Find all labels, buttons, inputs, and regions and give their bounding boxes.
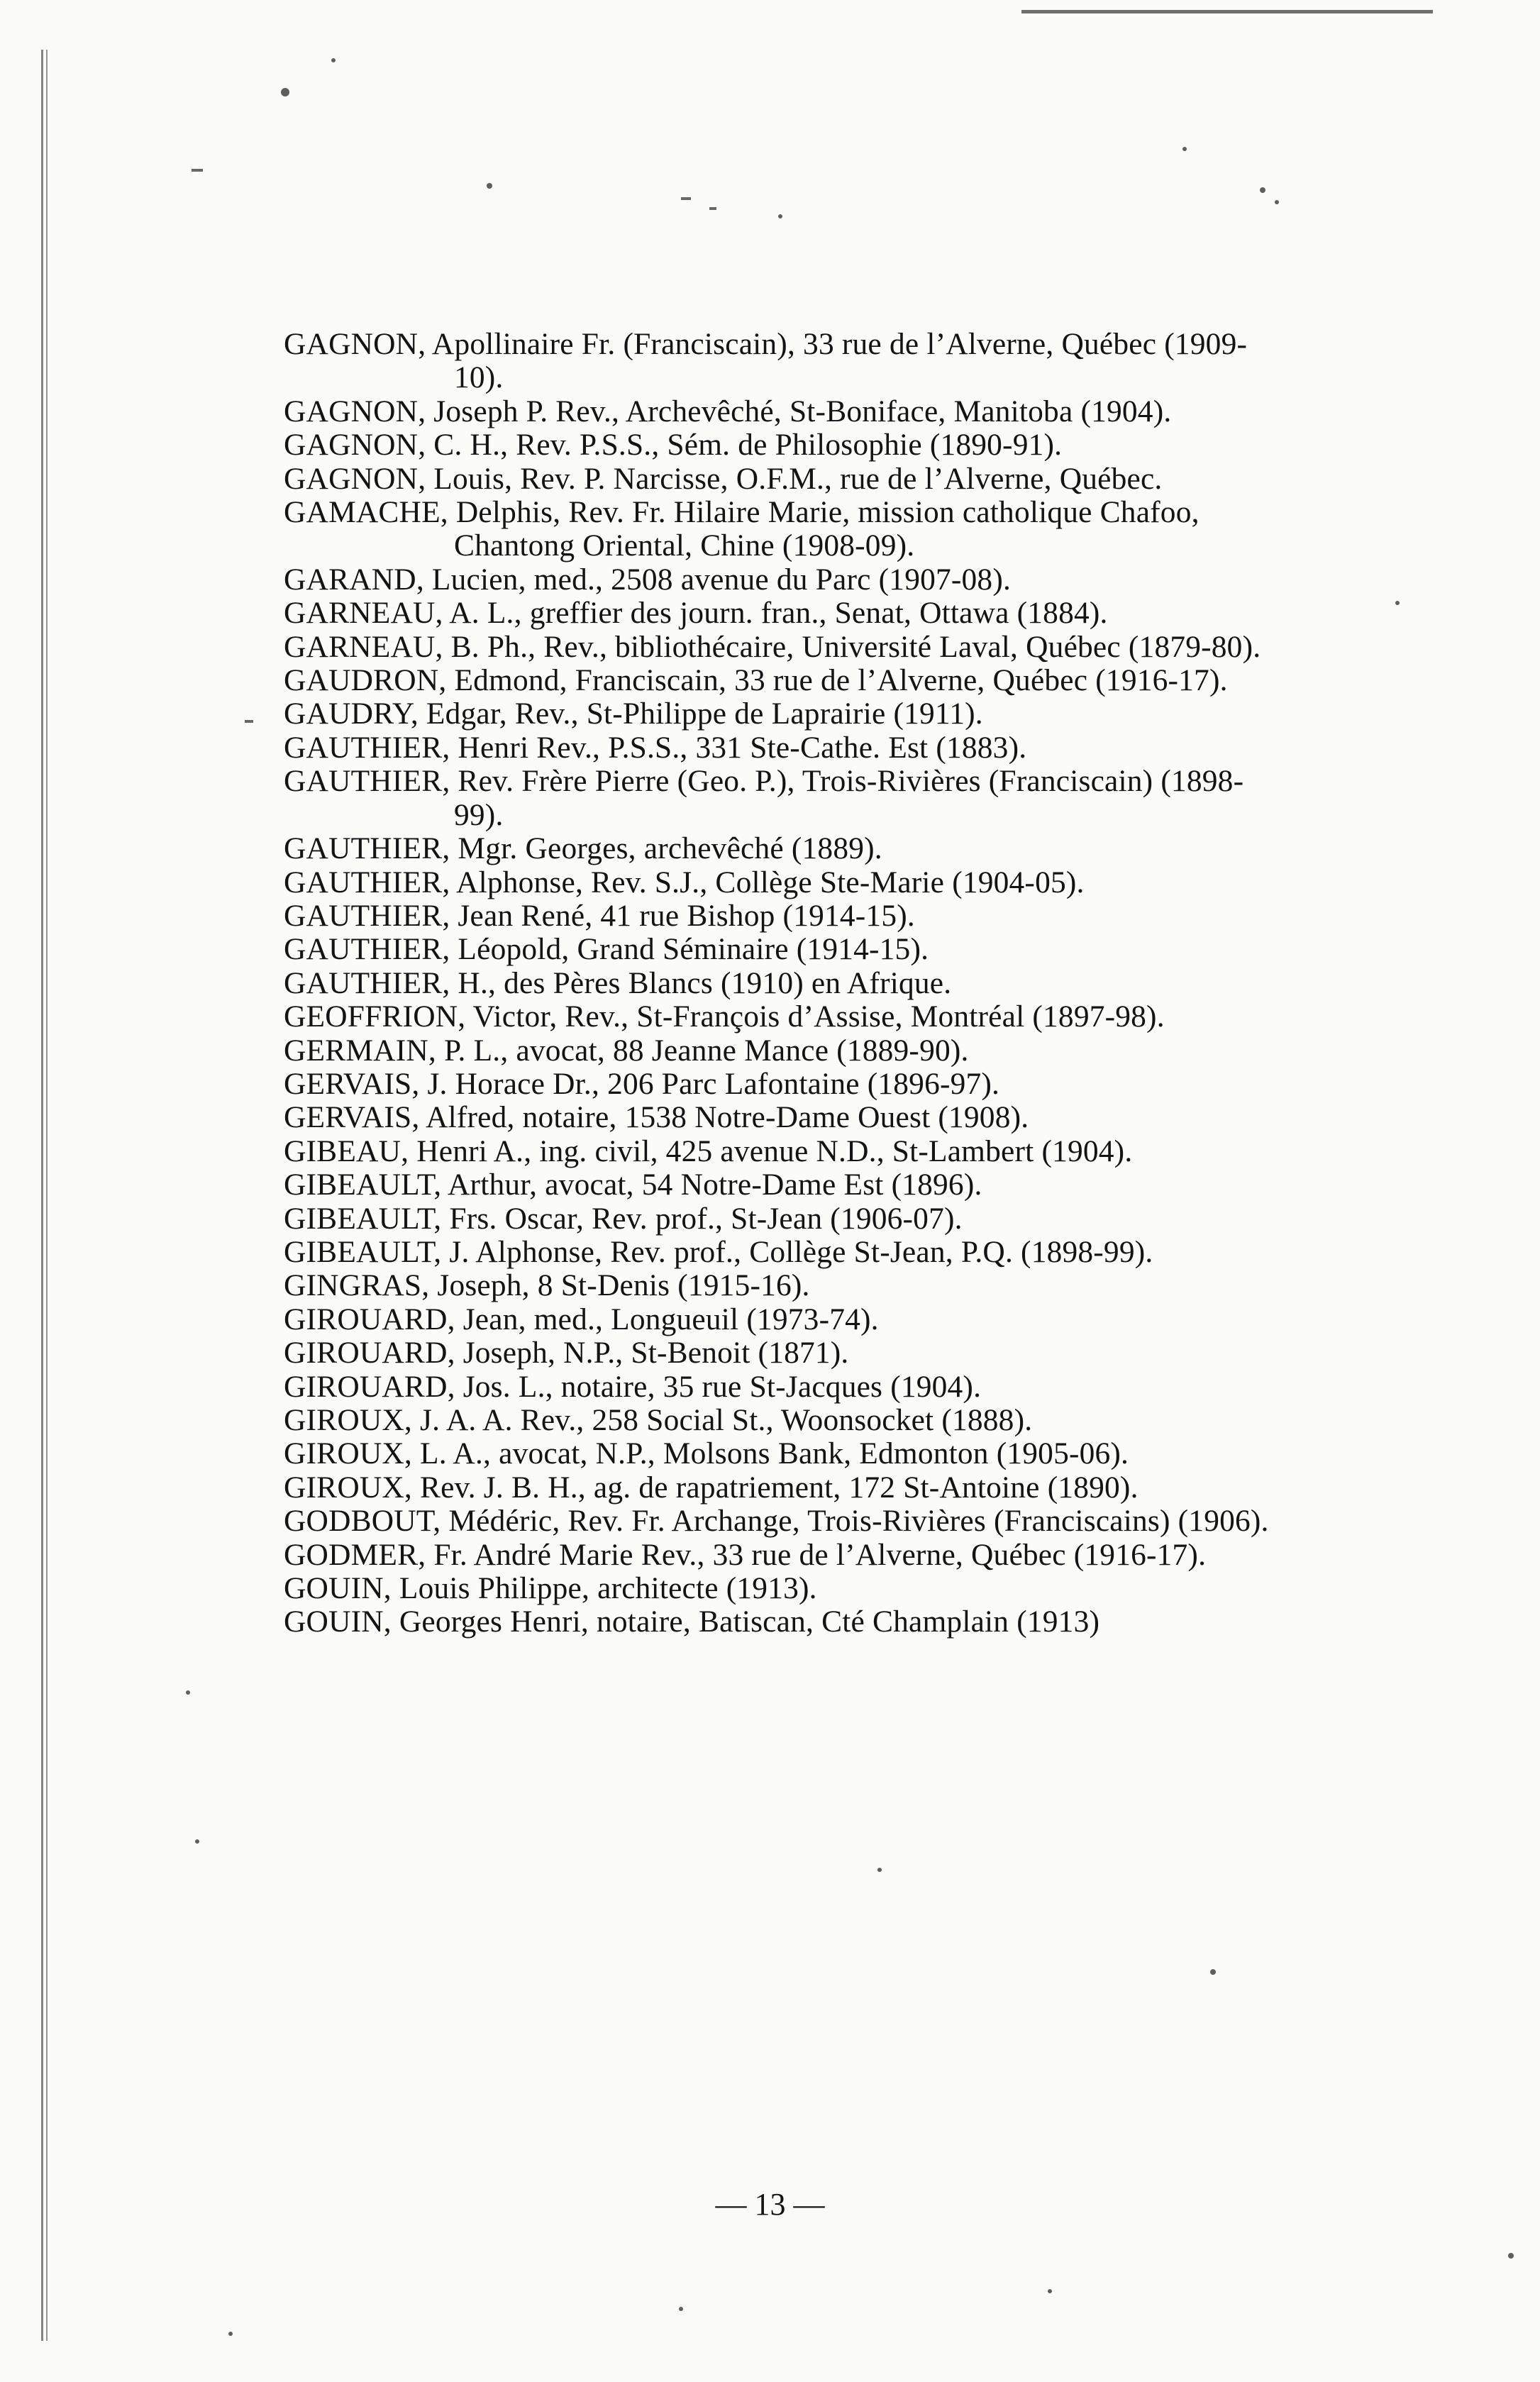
directory-entry: GIROUX, Rev. J. B. H., ag. de rapatriement, 172 St-Antoine (1890). xyxy=(284,1470,1139,1505)
directory-entry: GIROUX, J. A. A. Rev., 258 Social St., Woonsocket (1888). xyxy=(284,1403,1033,1437)
directory-entry: GAUDRY, Edgar, Rev., St-Philippe de Laprairie (1911). xyxy=(284,697,983,731)
directory-entry: GIROUX, L. A., avocat, N.P., Molsons Bank, Edmonton (1905-06). xyxy=(284,1436,1129,1471)
directory-entry: GERVAIS, Alfred, notaire, 1538 Notre-Dame Ouest (1908). xyxy=(284,1100,1029,1135)
directory-entry: GAUTHIER, Rev. Frère Pierre (Geo. P.), Trois-Rivières (Franciscain) (1898-99). xyxy=(284,764,1244,832)
page-number: — 13 — xyxy=(715,2187,825,2222)
directory-entry: GIBEAULT, Frs. Oscar, Rev. prof., St-Jean (1906-07). xyxy=(284,1201,963,1236)
directory-entry: GAUTHIER, Henri Rev., P.S.S., 331 Ste-Cathe. Est (1883). xyxy=(284,730,1027,765)
directory-entry: GAUTHIER, Jean René, 41 rue Bishop (1914-15). xyxy=(284,898,915,933)
directory-entry: GOUIN, Georges Henri, notaire, Batiscan, Cté Champlain (1913) xyxy=(284,1605,1100,1639)
scan-top-rule xyxy=(1021,10,1433,13)
directory-entry: GIROUARD, Joseph, N.P., St-Benoit (1871). xyxy=(284,1336,849,1370)
directory-entry: GEOFFRION, Victor, Rev., St-François d’Assise, Montréal (1897-98). xyxy=(284,999,1165,1034)
directory-entry: GAUDRON, Edmond, Franciscain, 33 rue de l’Alverne, Québec (1916-17). xyxy=(284,663,1228,698)
directory-entry: GAUTHIER, Mgr. Georges, archevêché (1889). xyxy=(284,831,882,866)
directory-entry: GIBEAU, Henri A., ing. civil, 425 avenue N.D., St-Lambert (1904). xyxy=(284,1134,1133,1168)
directory-entry: GERVAIS, J. Horace Dr., 206 Parc Lafontaine (1896-97). xyxy=(284,1066,1000,1101)
directory-entry: GIBEAULT, J. Alphonse, Rev. prof., Collège St-Jean, P.Q. (1898-99). xyxy=(284,1234,1153,1269)
directory-entry: GINGRAS, Joseph, 8 St-Denis (1915-16). xyxy=(284,1268,810,1303)
directory-entry: GIROUARD, Jos. L., notaire, 35 rue St-Jacques (1904). xyxy=(284,1369,982,1404)
directory-entry: GAUTHIER, Alphonse, Rev. S.J., Collège Ste-Marie (1904-05). xyxy=(284,865,1085,899)
directory-entry: GARNEAU, B. Ph., Rev., bibliothécaire, Université Laval, Québec (1879-80). xyxy=(284,629,1261,664)
directory-entry: GAGNON, Joseph P. Rev., Archevêché, St-Boniface, Manitoba (1904). xyxy=(284,394,1172,428)
directory-entries xyxy=(284,328,1270,1639)
directory-entry: GAGNON, Apollinaire Fr. (Franciscain), 33 rue de l’Alverne, Québec (1909-10). xyxy=(284,327,1248,395)
directory-entry: GAUTHIER, Léopold, Grand Séminaire (1914-15). xyxy=(284,932,929,967)
directory-entry: GOUIN, Louis Philippe, architecte (1913). xyxy=(284,1571,817,1606)
directory-entry: GAUTHIER, H., des Pères Blancs (1910) en Afrique. xyxy=(284,965,952,1000)
directory-entry: GIROUARD, Jean, med., Longueuil (1973-74). xyxy=(284,1302,879,1336)
directory-entry: GIBEAULT, Arthur, avocat, 54 Notre-Dame Est (1896). xyxy=(284,1168,982,1202)
directory-entry: GAMACHE, Delphis, Rev. Fr. Hilaire Marie, mission catholique Chafoo, Chantong Oriental, Chine (1908-09). xyxy=(284,495,1200,563)
directory-entry: GARAND, Lucien, med., 2508 avenue du Parc (1907-08). xyxy=(284,562,1012,597)
directory-entry: GODMER, Fr. André Marie Rev., 33 rue de l’Alverne, Québec (1916-17). xyxy=(284,1537,1207,1572)
directory-entry: GODBOUT, Médéric, Rev. Fr. Archange, Trois-Rivières (Franciscains) (1906). xyxy=(284,1504,1269,1539)
directory-entry: GAGNON, Louis, Rev. P. Narcisse, O.F.M., rue de l’Alverne, Québec. xyxy=(284,461,1163,496)
scan-binding-edge xyxy=(41,50,51,2341)
directory-entry: GERMAIN, P. L., avocat, 88 Jeanne Mance (1889-90). xyxy=(284,1033,969,1068)
directory-entry: GAGNON, C. H., Rev. P.S.S., Sém. de Philosophie (1890-91). xyxy=(284,428,1063,462)
directory-entry: GARNEAU, A. L., greffier des journ. fran., Senat, Ottawa (1884). xyxy=(284,596,1108,631)
